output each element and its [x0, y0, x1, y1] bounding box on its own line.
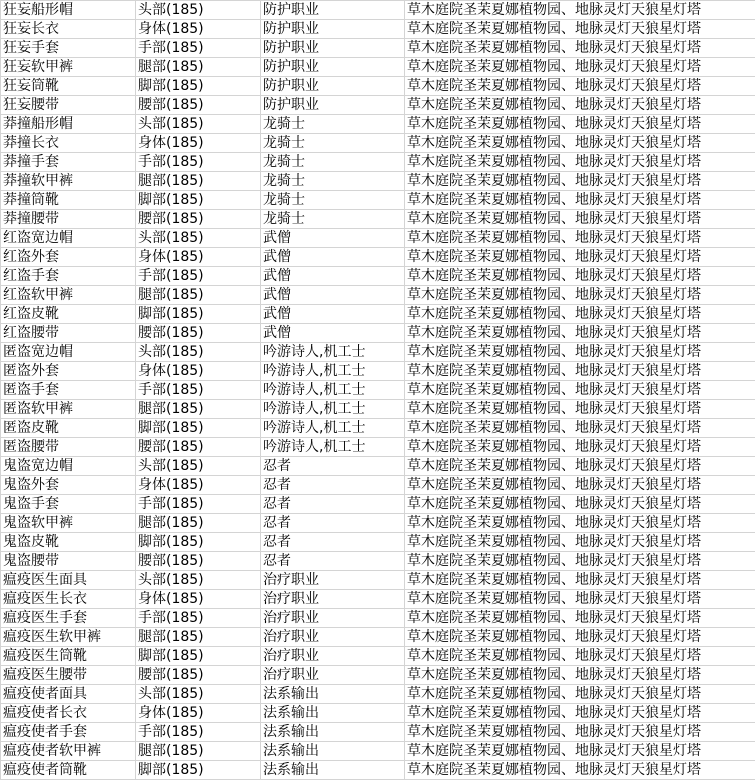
item-name-cell[interactable]: 狂妄长衣 — [1, 20, 136, 39]
table-row — [1, 77, 755, 96]
item-name-cell[interactable]: 莽撞船形帽 — [1, 115, 136, 134]
item-name-cell[interactable]: 狂妄手套 — [1, 39, 136, 58]
source-cell[interactable]: 草木庭院圣茉夏娜植物园、地脉灵灯天狼星灯塔 — [405, 191, 755, 210]
job-cell[interactable]: 龙骑士 — [261, 210, 405, 229]
table-row — [1, 362, 755, 381]
table-row — [1, 96, 755, 115]
table-row — [1, 172, 755, 191]
source-cell[interactable]: 草木庭院圣茉夏娜植物园、地脉灵灯天狼星灯塔 — [405, 761, 755, 780]
source-cell[interactable]: 草木庭院圣茉夏娜植物园、地脉灵灯天狼星灯塔 — [405, 115, 755, 134]
slot-level-cell[interactable]: 腰部(185) — [136, 438, 261, 457]
item-name-cell[interactable]: 鬼盗软甲裤 — [1, 514, 136, 533]
job-cell[interactable]: 忍者 — [261, 457, 405, 476]
job-cell[interactable]: 防护职业 — [261, 1, 405, 20]
source-cell[interactable]: 草木庭院圣茉夏娜植物园、地脉灵灯天狼星灯塔 — [405, 248, 755, 267]
slot-level-cell[interactable]: 头部(185) — [136, 571, 261, 590]
table-row — [1, 647, 755, 666]
slot-level-cell[interactable]: 头部(185) — [136, 343, 261, 362]
job-cell[interactable]: 武僧 — [261, 229, 405, 248]
source-cell[interactable]: 草木庭院圣茉夏娜植物园、地脉灵灯天狼星灯塔 — [405, 723, 755, 742]
job-cell[interactable]: 龙骑士 — [261, 172, 405, 191]
slot-level-cell[interactable]: 身体(185) — [136, 248, 261, 267]
item-name-cell[interactable]: 莽撞手套 — [1, 153, 136, 172]
table-row — [1, 666, 755, 685]
item-name-cell[interactable]: 瘟疫医生长衣 — [1, 590, 136, 609]
source-cell[interactable]: 草木庭院圣茉夏娜植物园、地脉灵灯天狼星灯塔 — [405, 229, 755, 248]
item-name-cell[interactable]: 瘟疫使者手套 — [1, 723, 136, 742]
job-cell[interactable]: 吟游诗人,机工士 — [261, 343, 405, 362]
source-cell[interactable]: 草木庭院圣茉夏娜植物园、地脉灵灯天狼星灯塔 — [405, 628, 755, 647]
slot-level-cell[interactable]: 头部(185) — [136, 115, 261, 134]
table-row — [1, 153, 755, 172]
item-name-cell[interactable]: 红盗腰带 — [1, 324, 136, 343]
slot-level-cell[interactable]: 身体(185) — [136, 362, 261, 381]
source-cell[interactable]: 草木庭院圣茉夏娜植物园、地脉灵灯天狼星灯塔 — [405, 362, 755, 381]
table-row — [1, 381, 755, 400]
table-row — [1, 400, 755, 419]
source-cell[interactable]: 草木庭院圣茉夏娜植物园、地脉灵灯天狼星灯塔 — [405, 495, 755, 514]
job-cell[interactable]: 吟游诗人,机工士 — [261, 362, 405, 381]
item-name-cell[interactable]: 莽撞软甲裤 — [1, 172, 136, 191]
item-name-cell[interactable]: 鬼盗手套 — [1, 495, 136, 514]
table-row — [1, 58, 755, 77]
item-name-cell[interactable]: 狂妄船形帽 — [1, 1, 136, 20]
item-name-cell[interactable]: 匿盗皮靴 — [1, 419, 136, 438]
table-row — [1, 514, 755, 533]
source-cell[interactable]: 草木庭院圣茉夏娜植物园、地脉灵灯天狼星灯塔 — [405, 685, 755, 704]
slot-level-cell[interactable]: 身体(185) — [136, 20, 261, 39]
table-row — [1, 286, 755, 305]
source-cell[interactable]: 草木庭院圣茉夏娜植物园、地脉灵灯天狼星灯塔 — [405, 286, 755, 305]
slot-level-cell[interactable]: 身体(185) — [136, 590, 261, 609]
job-cell[interactable]: 治疗职业 — [261, 628, 405, 647]
slot-level-cell[interactable]: 手部(185) — [136, 153, 261, 172]
source-cell[interactable]: 草木庭院圣茉夏娜植物园、地脉灵灯天狼星灯塔 — [405, 1, 755, 20]
table-row — [1, 419, 755, 438]
job-cell[interactable]: 防护职业 — [261, 96, 405, 115]
job-cell[interactable]: 忍者 — [261, 533, 405, 552]
source-cell[interactable]: 草木庭院圣茉夏娜植物园、地脉灵灯天狼星灯塔 — [405, 704, 755, 723]
slot-level-cell[interactable]: 腰部(185) — [136, 324, 261, 343]
source-cell[interactable]: 草木庭院圣茉夏娜植物园、地脉灵灯天狼星灯塔 — [405, 96, 755, 115]
table-row — [1, 723, 755, 742]
table-row — [1, 495, 755, 514]
slot-level-cell[interactable]: 身体(185) — [136, 476, 261, 495]
item-name-cell[interactable]: 瘟疫使者软甲裤 — [1, 742, 136, 761]
source-cell[interactable]: 草木庭院圣茉夏娜植物园、地脉灵灯天狼星灯塔 — [405, 400, 755, 419]
source-cell[interactable]: 草木庭院圣茉夏娜植物园、地脉灵灯天狼星灯塔 — [405, 39, 755, 58]
item-name-cell[interactable]: 鬼盗外套 — [1, 476, 136, 495]
slot-level-cell[interactable]: 脚部(185) — [136, 761, 261, 780]
table-row — [1, 552, 755, 571]
job-cell[interactable]: 武僧 — [261, 305, 405, 324]
job-cell[interactable]: 龙骑士 — [261, 153, 405, 172]
slot-level-cell[interactable]: 腰部(185) — [136, 210, 261, 229]
job-cell[interactable]: 吟游诗人,机工士 — [261, 400, 405, 419]
source-cell[interactable]: 草木庭院圣茉夏娜植物园、地脉灵灯天狼星灯塔 — [405, 58, 755, 77]
table-row — [1, 115, 755, 134]
item-name-cell[interactable]: 红盗软甲裤 — [1, 286, 136, 305]
item-name-cell[interactable]: 瘟疫医生手套 — [1, 609, 136, 628]
item-name-cell[interactable]: 瘟疫使者筒靴 — [1, 761, 136, 780]
table-row — [1, 590, 755, 609]
job-cell[interactable]: 武僧 — [261, 324, 405, 343]
job-cell[interactable]: 防护职业 — [261, 20, 405, 39]
job-cell[interactable]: 治疗职业 — [261, 666, 405, 685]
job-cell[interactable]: 忍者 — [261, 552, 405, 571]
source-cell[interactable]: 草木庭院圣茉夏娜植物园、地脉灵灯天狼星灯塔 — [405, 476, 755, 495]
source-cell[interactable]: 草木庭院圣茉夏娜植物园、地脉灵灯天狼星灯塔 — [405, 647, 755, 666]
table-row — [1, 761, 755, 780]
table-row — [1, 742, 755, 761]
slot-level-cell[interactable]: 腰部(185) — [136, 552, 261, 571]
slot-level-cell[interactable]: 腿部(185) — [136, 742, 261, 761]
source-cell[interactable]: 草木庭院圣茉夏娜植物园、地脉灵灯天狼星灯塔 — [405, 666, 755, 685]
table-row — [1, 267, 755, 286]
slot-level-cell[interactable]: 腿部(185) — [136, 628, 261, 647]
source-cell[interactable]: 草木庭院圣茉夏娜植物园、地脉灵灯天狼星灯塔 — [405, 134, 755, 153]
slot-level-cell[interactable]: 腿部(185) — [136, 58, 261, 77]
slot-level-cell[interactable]: 手部(185) — [136, 609, 261, 628]
item-name-cell[interactable]: 狂妄筒靴 — [1, 77, 136, 96]
table-row — [1, 476, 755, 495]
job-cell[interactable]: 吟游诗人,机工士 — [261, 381, 405, 400]
table-row — [1, 39, 755, 58]
item-name-cell[interactable]: 鬼盗皮靴 — [1, 533, 136, 552]
table-row — [1, 191, 755, 210]
job-cell[interactable]: 治疗职业 — [261, 609, 405, 628]
job-cell[interactable]: 龙骑士 — [261, 191, 405, 210]
table-row — [1, 685, 755, 704]
item-name-cell[interactable]: 红盗外套 — [1, 248, 136, 267]
source-cell[interactable]: 草木庭院圣茉夏娜植物园、地脉灵灯天狼星灯塔 — [405, 742, 755, 761]
source-cell[interactable]: 草木庭院圣茉夏娜植物园、地脉灵灯天狼星灯塔 — [405, 20, 755, 39]
slot-level-cell[interactable]: 脚部(185) — [136, 419, 261, 438]
source-cell[interactable]: 草木庭院圣茉夏娜植物园、地脉灵灯天狼星灯塔 — [405, 438, 755, 457]
job-cell[interactable]: 治疗职业 — [261, 590, 405, 609]
job-cell[interactable]: 法系输出 — [261, 761, 405, 780]
item-name-cell[interactable]: 瘟疫医生筒靴 — [1, 647, 136, 666]
slot-level-cell[interactable]: 脚部(185) — [136, 77, 261, 96]
item-name-cell[interactable]: 匿盗外套 — [1, 362, 136, 381]
slot-level-cell[interactable]: 手部(185) — [136, 39, 261, 58]
slot-level-cell[interactable]: 腰部(185) — [136, 666, 261, 685]
table-row — [1, 628, 755, 647]
table-row — [1, 248, 755, 267]
source-cell[interactable]: 草木庭院圣茉夏娜植物园、地脉灵灯天狼星灯塔 — [405, 590, 755, 609]
job-cell[interactable]: 法系输出 — [261, 723, 405, 742]
job-cell[interactable]: 龙骑士 — [261, 134, 405, 153]
table-row — [1, 1, 755, 20]
slot-level-cell[interactable]: 腿部(185) — [136, 400, 261, 419]
spreadsheet-body — [1, 1, 755, 780]
job-cell[interactable]: 武僧 — [261, 267, 405, 286]
source-cell[interactable]: 草木庭院圣茉夏娜植物园、地脉灵灯天狼星灯塔 — [405, 533, 755, 552]
source-cell[interactable]: 草木庭院圣茉夏娜植物园、地脉灵灯天狼星灯塔 — [405, 457, 755, 476]
table-row — [1, 324, 755, 343]
source-cell[interactable]: 草木庭院圣茉夏娜植物园、地脉灵灯天狼星灯塔 — [405, 552, 755, 571]
job-cell[interactable]: 武僧 — [261, 248, 405, 267]
source-cell[interactable]: 草木庭院圣茉夏娜植物园、地脉灵灯天狼星灯塔 — [405, 609, 755, 628]
source-cell[interactable]: 草木庭院圣茉夏娜植物园、地脉灵灯天狼星灯塔 — [405, 153, 755, 172]
slot-level-cell[interactable]: 头部(185) — [136, 229, 261, 248]
slot-level-cell[interactable]: 脚部(185) — [136, 647, 261, 666]
source-cell[interactable]: 草木庭院圣茉夏娜植物园、地脉灵灯天狼星灯塔 — [405, 305, 755, 324]
job-cell[interactable]: 忍者 — [261, 476, 405, 495]
table-row — [1, 457, 755, 476]
item-name-cell[interactable]: 狂妄腰带 — [1, 96, 136, 115]
item-name-cell[interactable]: 红盗皮靴 — [1, 305, 136, 324]
item-name-cell[interactable]: 莽撞长衣 — [1, 134, 136, 153]
table-row — [1, 571, 755, 590]
job-cell[interactable]: 忍者 — [261, 495, 405, 514]
slot-level-cell[interactable]: 脚部(185) — [136, 305, 261, 324]
slot-level-cell[interactable]: 脚部(185) — [136, 533, 261, 552]
slot-level-cell[interactable]: 身体(185) — [136, 704, 261, 723]
slot-level-cell[interactable]: 腰部(185) — [136, 96, 261, 115]
table-row — [1, 343, 755, 362]
job-cell[interactable]: 龙骑士 — [261, 115, 405, 134]
source-cell[interactable]: 草木庭院圣茉夏娜植物园、地脉灵灯天狼星灯塔 — [405, 343, 755, 362]
source-cell[interactable]: 草木庭院圣茉夏娜植物园、地脉灵灯天狼星灯塔 — [405, 172, 755, 191]
item-name-cell[interactable]: 匿盗宽边帽 — [1, 343, 136, 362]
job-cell[interactable]: 法系输出 — [261, 685, 405, 704]
job-cell[interactable]: 防护职业 — [261, 58, 405, 77]
job-cell[interactable]: 忍者 — [261, 514, 405, 533]
slot-level-cell[interactable]: 脚部(185) — [136, 191, 261, 210]
slot-level-cell[interactable]: 腿部(185) — [136, 172, 261, 191]
item-name-cell[interactable]: 莽撞腰带 — [1, 210, 136, 229]
item-name-cell[interactable]: 瘟疫使者长衣 — [1, 704, 136, 723]
table-row — [1, 609, 755, 628]
item-name-cell[interactable]: 鬼盗宽边帽 — [1, 457, 136, 476]
slot-level-cell[interactable]: 腿部(185) — [136, 514, 261, 533]
table-row — [1, 704, 755, 723]
slot-level-cell[interactable]: 身体(185) — [136, 134, 261, 153]
slot-level-cell[interactable]: 手部(185) — [136, 381, 261, 400]
item-name-cell[interactable]: 鬼盗腰带 — [1, 552, 136, 571]
item-name-cell[interactable]: 红盗手套 — [1, 267, 136, 286]
slot-level-cell[interactable]: 手部(185) — [136, 267, 261, 286]
job-cell[interactable]: 法系输出 — [261, 704, 405, 723]
job-cell[interactable]: 武僧 — [261, 286, 405, 305]
item-name-cell[interactable]: 瘟疫医生面具 — [1, 571, 136, 590]
item-name-cell[interactable]: 瘟疫医生软甲裤 — [1, 628, 136, 647]
item-name-cell[interactable]: 狂妄软甲裤 — [1, 58, 136, 77]
source-cell[interactable]: 草木庭院圣茉夏娜植物园、地脉灵灯天狼星灯塔 — [405, 381, 755, 400]
table-row — [1, 134, 755, 153]
job-cell[interactable]: 吟游诗人,机工士 — [261, 438, 405, 457]
source-cell[interactable]: 草木庭院圣茉夏娜植物园、地脉灵灯天狼星灯塔 — [405, 77, 755, 96]
job-cell[interactable]: 防护职业 — [261, 39, 405, 58]
source-cell[interactable]: 草木庭院圣茉夏娜植物园、地脉灵灯天狼星灯塔 — [405, 267, 755, 286]
source-cell[interactable]: 草木庭院圣茉夏娜植物园、地脉灵灯天狼星灯塔 — [405, 419, 755, 438]
slot-level-cell[interactable]: 手部(185) — [136, 723, 261, 742]
slot-level-cell[interactable]: 头部(185) — [136, 457, 261, 476]
table-row — [1, 229, 755, 248]
slot-level-cell[interactable]: 手部(185) — [136, 495, 261, 514]
item-name-cell[interactable]: 匿盗软甲裤 — [1, 400, 136, 419]
source-cell[interactable]: 草木庭院圣茉夏娜植物园、地脉灵灯天狼星灯塔 — [405, 210, 755, 229]
item-name-cell[interactable]: 红盗宽边帽 — [1, 229, 136, 248]
table-row — [1, 20, 755, 39]
slot-level-cell[interactable]: 头部(185) — [136, 685, 261, 704]
source-cell[interactable]: 草木庭院圣茉夏娜植物园、地脉灵灯天狼星灯塔 — [405, 571, 755, 590]
job-cell[interactable]: 治疗职业 — [261, 571, 405, 590]
source-cell[interactable]: 草木庭院圣茉夏娜植物园、地脉灵灯天狼星灯塔 — [405, 514, 755, 533]
item-name-cell[interactable]: 瘟疫使者面具 — [1, 685, 136, 704]
job-cell[interactable]: 法系输出 — [261, 742, 405, 761]
item-name-cell[interactable]: 莽撞筒靴 — [1, 191, 136, 210]
slot-level-cell[interactable]: 头部(185) — [136, 1, 261, 20]
source-cell[interactable]: 草木庭院圣茉夏娜植物园、地脉灵灯天狼星灯塔 — [405, 324, 755, 343]
job-cell[interactable]: 吟游诗人,机工士 — [261, 419, 405, 438]
table-row — [1, 533, 755, 552]
item-name-cell[interactable]: 瘟疫医生腰带 — [1, 666, 136, 685]
job-cell[interactable]: 防护职业 — [261, 77, 405, 96]
table-row — [1, 438, 755, 457]
item-name-cell[interactable]: 匿盗腰带 — [1, 438, 136, 457]
job-cell[interactable]: 治疗职业 — [261, 647, 405, 666]
table-row — [1, 305, 755, 324]
item-name-cell[interactable]: 匿盗手套 — [1, 381, 136, 400]
slot-level-cell[interactable]: 腿部(185) — [136, 286, 261, 305]
table-row — [1, 210, 755, 229]
